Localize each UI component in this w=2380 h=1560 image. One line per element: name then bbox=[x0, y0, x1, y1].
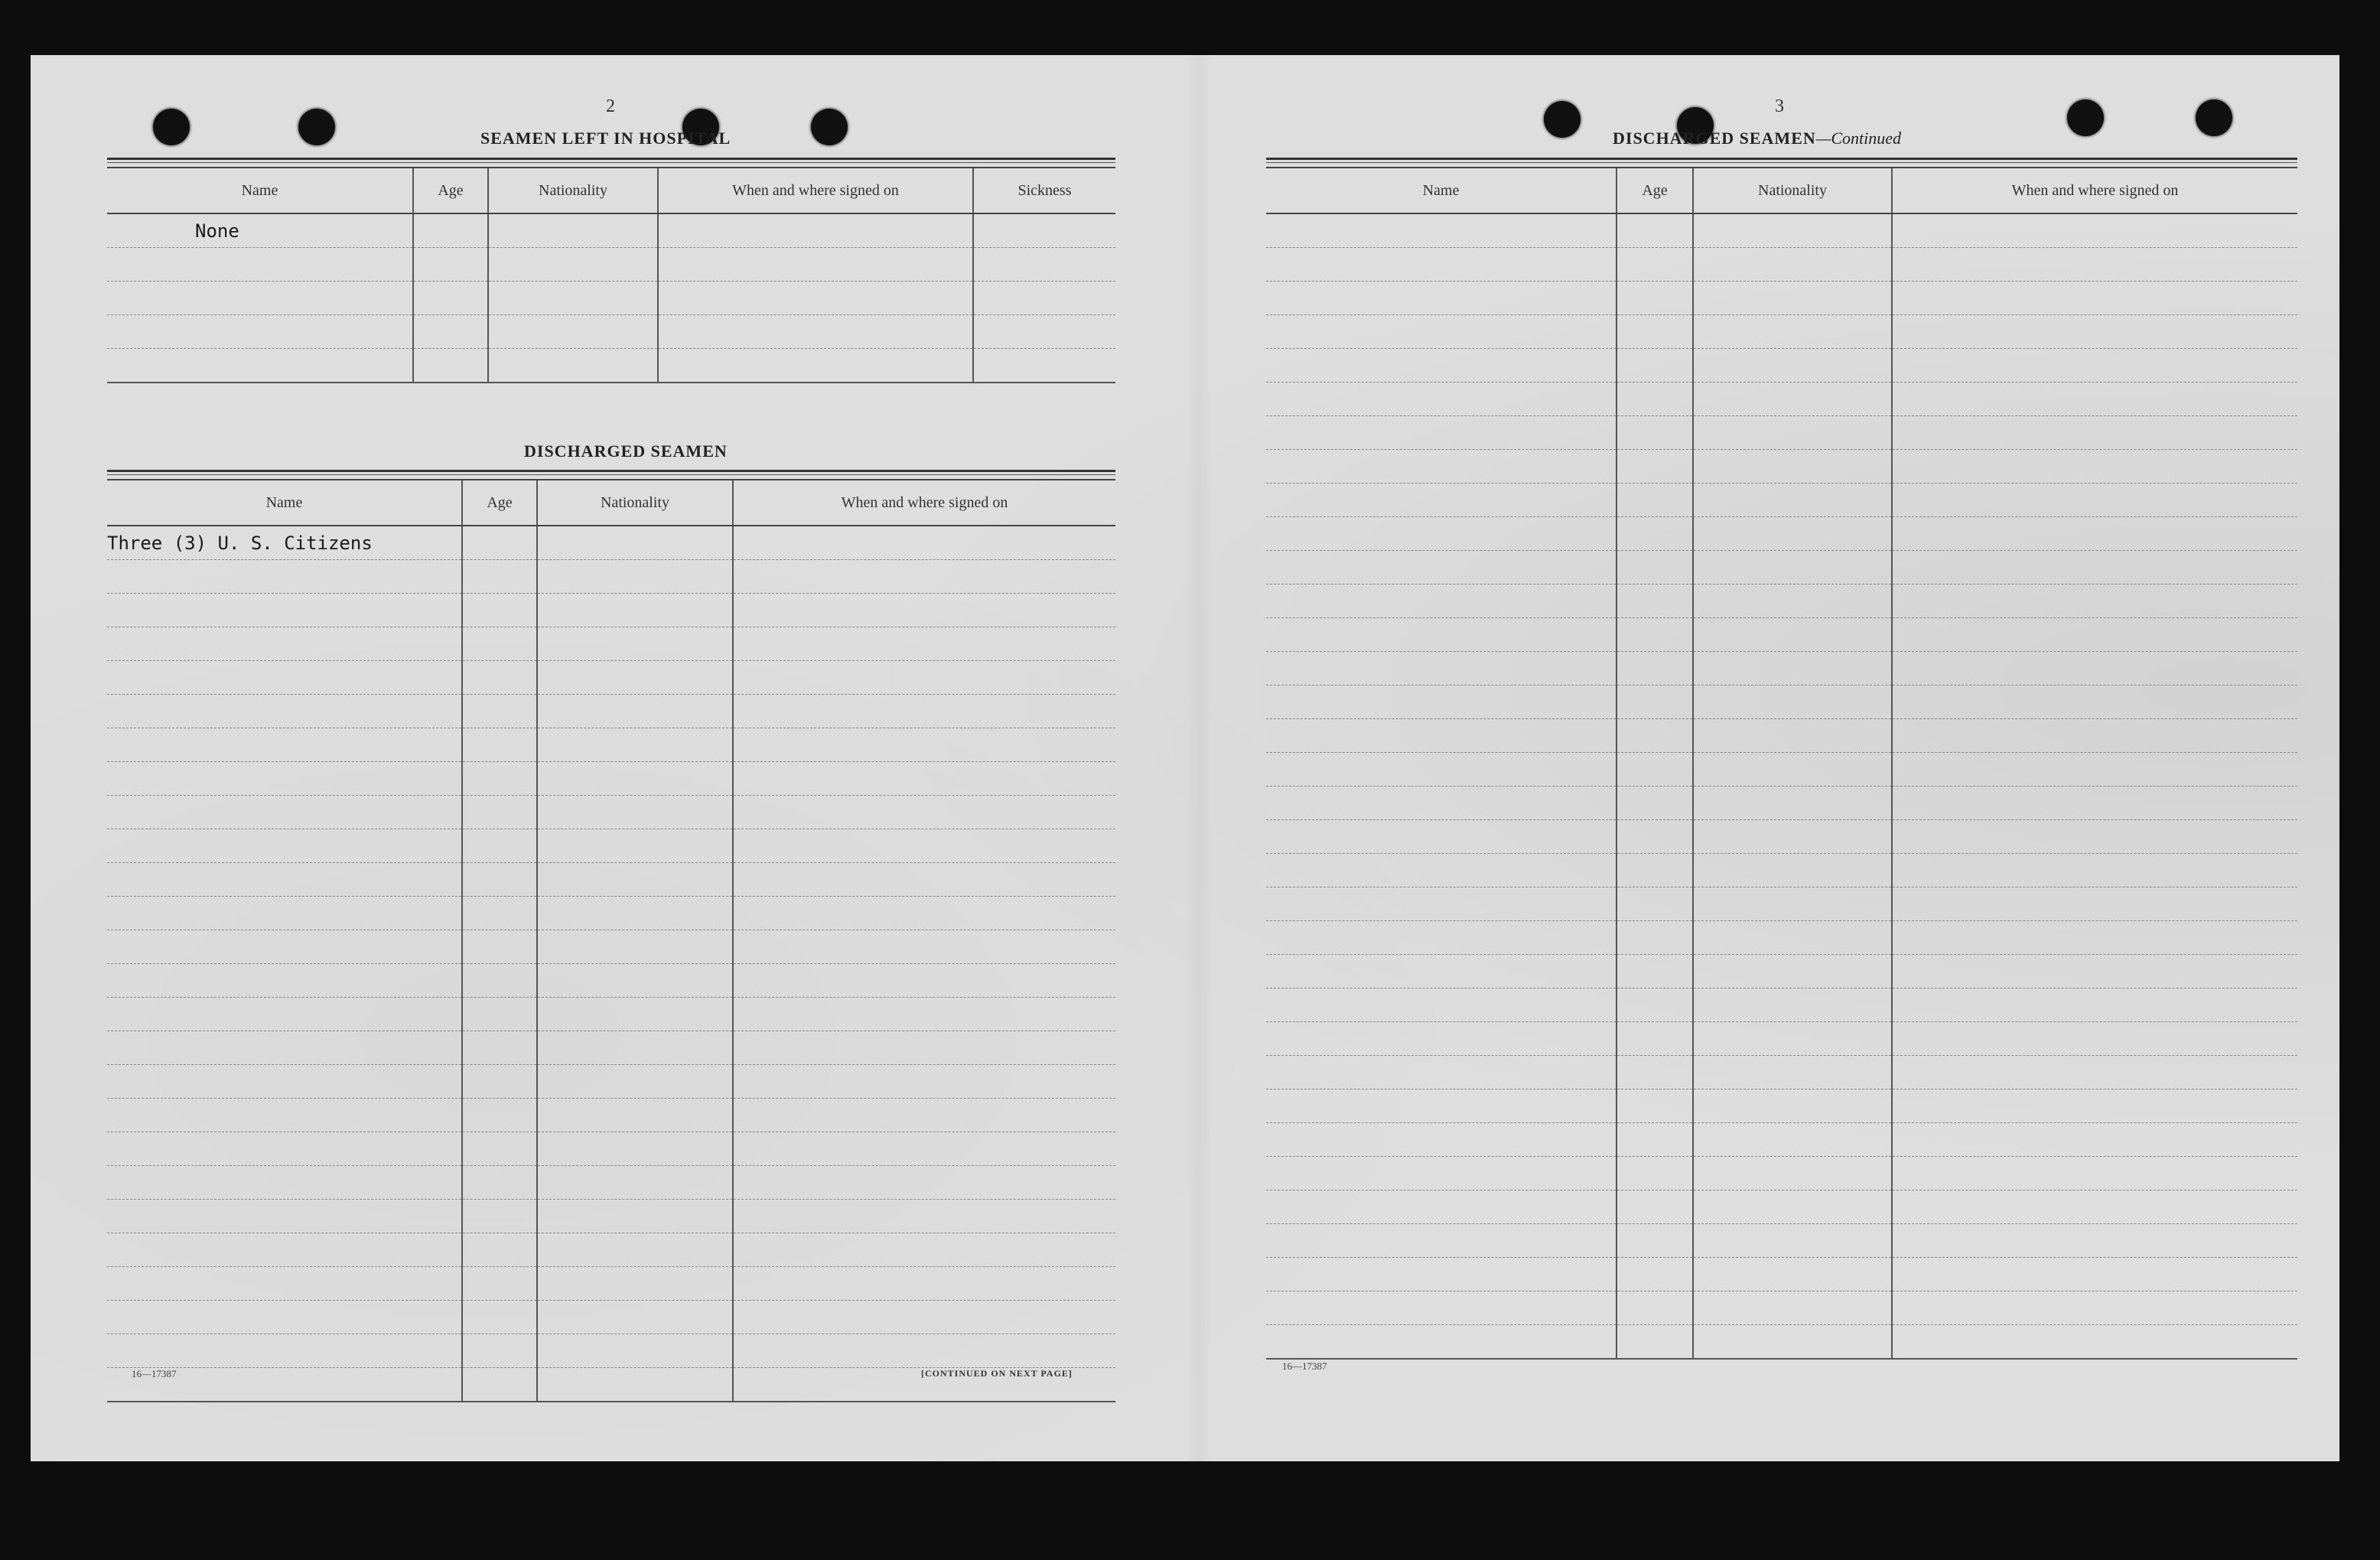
table-row bbox=[1266, 955, 2297, 988]
table-row bbox=[1266, 450, 2297, 484]
punch-hole bbox=[153, 109, 190, 145]
col-header-sickness: Sickness bbox=[973, 168, 1115, 213]
table-row bbox=[107, 1166, 1115, 1200]
table-row bbox=[107, 594, 1115, 627]
center-fold bbox=[1186, 55, 1212, 1461]
table-row bbox=[1266, 1258, 2297, 1291]
table-row bbox=[107, 930, 1115, 964]
table-row bbox=[1266, 988, 2297, 1022]
table-row bbox=[1266, 416, 2297, 450]
table-row bbox=[1266, 753, 2297, 787]
table-row bbox=[1266, 1022, 2297, 1056]
form-code-right: 16—17387 bbox=[1282, 1360, 1327, 1372]
table-row bbox=[1266, 248, 2297, 282]
table-row bbox=[1266, 585, 2297, 618]
table-row bbox=[1266, 787, 2297, 820]
table-row bbox=[107, 829, 1115, 863]
table-row bbox=[1266, 484, 2297, 517]
col-header-name: Name bbox=[107, 480, 462, 526]
table-row bbox=[107, 964, 1115, 998]
table-row bbox=[1266, 719, 2297, 753]
discharged-continued-main: DISCHARGED SEAMEN bbox=[1613, 129, 1816, 148]
table-row bbox=[1266, 820, 2297, 854]
hospital-entry-name: None bbox=[107, 213, 413, 248]
col-header-age: Age bbox=[462, 480, 537, 526]
table-row bbox=[1266, 1123, 2297, 1157]
punch-hole bbox=[2196, 99, 2232, 136]
discharged-title-rule-thin bbox=[107, 474, 1115, 475]
hospital-title-rule bbox=[107, 158, 1115, 160]
table-row bbox=[107, 1267, 1115, 1301]
right-title-rule bbox=[1266, 158, 2297, 160]
table-row bbox=[1266, 1089, 2297, 1123]
col-header-name: Name bbox=[107, 168, 413, 213]
table-row bbox=[1266, 282, 2297, 315]
table-row bbox=[107, 695, 1115, 728]
right-title-rule-thin bbox=[1266, 162, 2297, 163]
col-header-name: Name bbox=[1266, 168, 1617, 213]
table-row bbox=[1266, 213, 2297, 248]
discharged-section-title: DISCHARGED SEAMEN bbox=[524, 441, 728, 461]
table-row bbox=[107, 248, 1115, 282]
continued-note: [CONTINUED ON NEXT PAGE] bbox=[921, 1368, 1073, 1379]
discharged-table bbox=[107, 479, 1115, 1402]
table-row bbox=[1266, 1190, 2297, 1224]
col-header-nationality: Nationality bbox=[1693, 168, 1892, 213]
table-row bbox=[1266, 921, 2297, 955]
table-row bbox=[1266, 349, 2297, 383]
table-row bbox=[1266, 887, 2297, 921]
hospital-title-rule-thin bbox=[107, 162, 1115, 163]
table-row bbox=[1266, 1325, 2297, 1360]
col-header-signed-on: When and where signed on bbox=[733, 480, 1115, 526]
table-row bbox=[107, 1301, 1115, 1334]
col-header-nationality: Nationality bbox=[488, 168, 658, 213]
discharged-title-rule bbox=[107, 470, 1115, 472]
col-header-nationality: Nationality bbox=[537, 480, 733, 526]
table-row bbox=[1266, 551, 2297, 585]
table-row bbox=[1266, 383, 2297, 416]
col-header-age: Age bbox=[1617, 168, 1693, 213]
table-row bbox=[107, 728, 1115, 762]
table-row bbox=[107, 1031, 1115, 1065]
discharged-continued-title bbox=[1613, 129, 1901, 148]
table-row bbox=[107, 213, 1115, 248]
table-row bbox=[107, 1233, 1115, 1267]
table-row bbox=[1266, 315, 2297, 349]
table-row bbox=[1266, 686, 2297, 719]
table-row bbox=[107, 998, 1115, 1031]
table-row bbox=[107, 1200, 1115, 1233]
table-row bbox=[1266, 652, 2297, 686]
hospital-section-title: SEAMEN LEFT IN HOSPITAL bbox=[480, 129, 731, 148]
table-row bbox=[107, 897, 1115, 930]
table-row bbox=[107, 627, 1115, 661]
table-row bbox=[1266, 1157, 2297, 1190]
table-row bbox=[107, 1065, 1115, 1099]
punch-hole bbox=[1544, 101, 1581, 138]
table-row bbox=[1266, 618, 2297, 652]
table-row bbox=[1266, 854, 2297, 887]
punch-hole bbox=[811, 109, 848, 145]
table-row bbox=[107, 863, 1115, 897]
discharged-continued-table bbox=[1266, 167, 2297, 1360]
form-code-left: 16—17387 bbox=[132, 1368, 177, 1379]
table-row bbox=[107, 661, 1115, 695]
table-row bbox=[1266, 1224, 2297, 1258]
table-row bbox=[107, 1334, 1115, 1368]
manifest-sheet bbox=[31, 55, 2339, 1461]
page-number-left: 2 bbox=[606, 96, 615, 116]
table-row bbox=[107, 560, 1115, 594]
punch-hole bbox=[298, 109, 335, 145]
table-row bbox=[107, 526, 1115, 560]
col-header-signed-on: When and where signed on bbox=[1892, 168, 2297, 213]
col-header-age: Age bbox=[413, 168, 488, 213]
col-header-signed-on: When and where signed on bbox=[658, 168, 973, 213]
table-row bbox=[107, 762, 1115, 796]
hospital-table bbox=[107, 167, 1115, 383]
table-row bbox=[107, 282, 1115, 315]
page-number-right: 3 bbox=[1775, 96, 1784, 116]
discharged-continued-suffix: —Continued bbox=[1815, 129, 1901, 148]
table-row bbox=[1266, 517, 2297, 551]
punch-hole bbox=[2067, 99, 2104, 136]
table-row bbox=[107, 796, 1115, 829]
table-row bbox=[107, 315, 1115, 349]
discharged-entry-name: Three (3) U. S. Citizens bbox=[107, 526, 462, 560]
table-row bbox=[1266, 1056, 2297, 1089]
table-row bbox=[107, 1132, 1115, 1166]
table-row bbox=[107, 1099, 1115, 1132]
table-row bbox=[1266, 1291, 2297, 1325]
table-row bbox=[107, 349, 1115, 383]
